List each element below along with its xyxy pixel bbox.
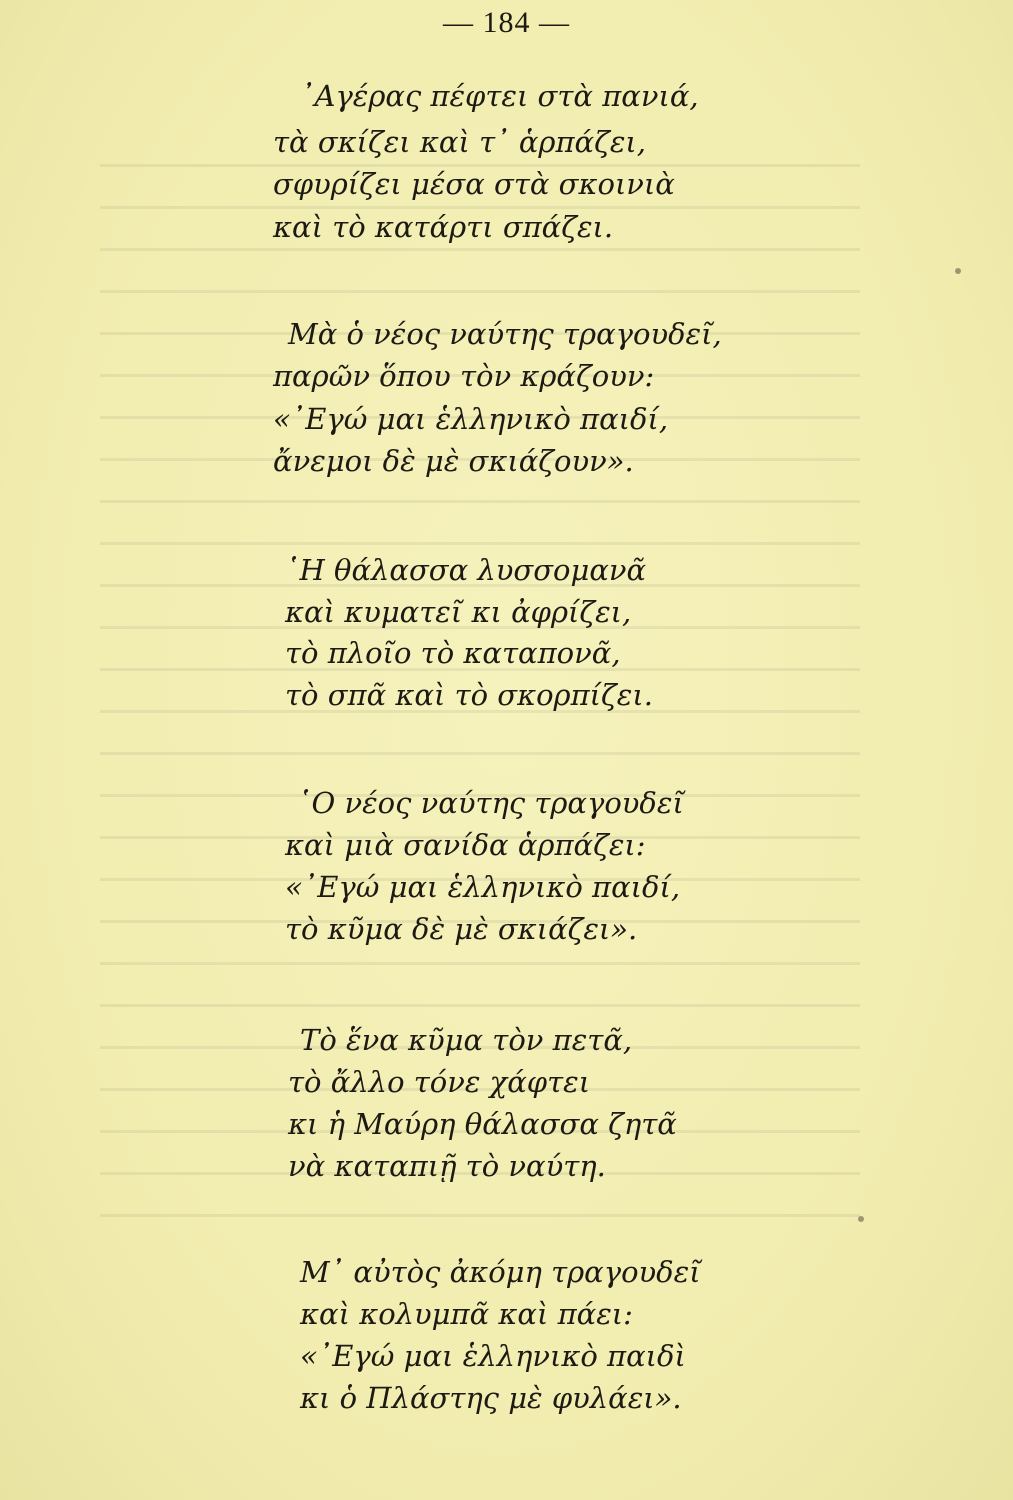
- poem-line: τὸ πλοῖο τὸ καταπονᾶ,: [285, 636, 621, 670]
- poem-line: παρῶν ὅπου τὸν κράζουν:: [273, 359, 655, 393]
- page-number: — 184 —: [443, 6, 570, 39]
- poem-line: Μὰ ὁ νέος ναύτης τραγουδεῖ,: [288, 317, 722, 351]
- poem-line: «᾿Εγώ μαι ἑλληνικὸ παιδὶ: [300, 1339, 686, 1373]
- poem-line: ῾Ο νέος ναύτης τραγουδεῖ: [297, 786, 684, 820]
- poem-line: κι ὁ Πλάστης μὲ φυλάει».: [300, 1381, 682, 1415]
- poem-line: τὸ κῦμα δὲ μὲ σκιάζει».: [285, 912, 638, 946]
- poem-line: τὰ σκίζει καὶ τ᾿ ἁρπάζει,: [273, 125, 646, 159]
- paper-spot: [858, 1216, 864, 1222]
- poem-line: «᾿Εγώ μαι ἑλληνικὸ παιδί,: [273, 402, 669, 436]
- poem-line: καὶ κυματεῖ κι ἀφρίζει,: [285, 595, 632, 629]
- poem-line: νὰ καταπιῇ τὸ ναύτη.: [288, 1149, 606, 1183]
- poem-line: «᾿Εγώ μαι ἑλληνικὸ παιδί,: [285, 870, 681, 904]
- poem-line: ῾Η θάλασσα λυσσομανᾶ: [285, 553, 647, 587]
- poem-line: καὶ κολυμπᾶ καὶ πάει:: [300, 1297, 633, 1331]
- poem-line: κι ἡ Μαύρη θάλασσα ζητᾶ: [288, 1107, 677, 1141]
- poem-line: καὶ τὸ κατάρτι σπάζει.: [273, 210, 614, 244]
- poem-line: ἄνεμοι δὲ μὲ σκιάζουν».: [273, 444, 634, 478]
- poem-line: σφυρίζει μέσα στὰ σκοινιὰ: [273, 167, 675, 201]
- poem-line: τὸ σπᾶ καὶ τὸ σκορπίζει.: [285, 678, 653, 712]
- poem-line: ᾿Αγέρας πέφτει στὰ πανιά,: [300, 79, 699, 113]
- paper-spot: [955, 268, 961, 274]
- poem-line: Μ᾿ αὐτὸς ἀκόμη τραγουδεῖ: [300, 1255, 701, 1289]
- poem-line: Τὸ ἕνα κῦμα τὸν πετᾶ,: [300, 1023, 633, 1057]
- poem-line: τὸ ἄλλο τόνε χάφτει: [288, 1065, 591, 1099]
- poem-line: καὶ μιὰ σανίδα ἁρπάζει:: [285, 828, 646, 862]
